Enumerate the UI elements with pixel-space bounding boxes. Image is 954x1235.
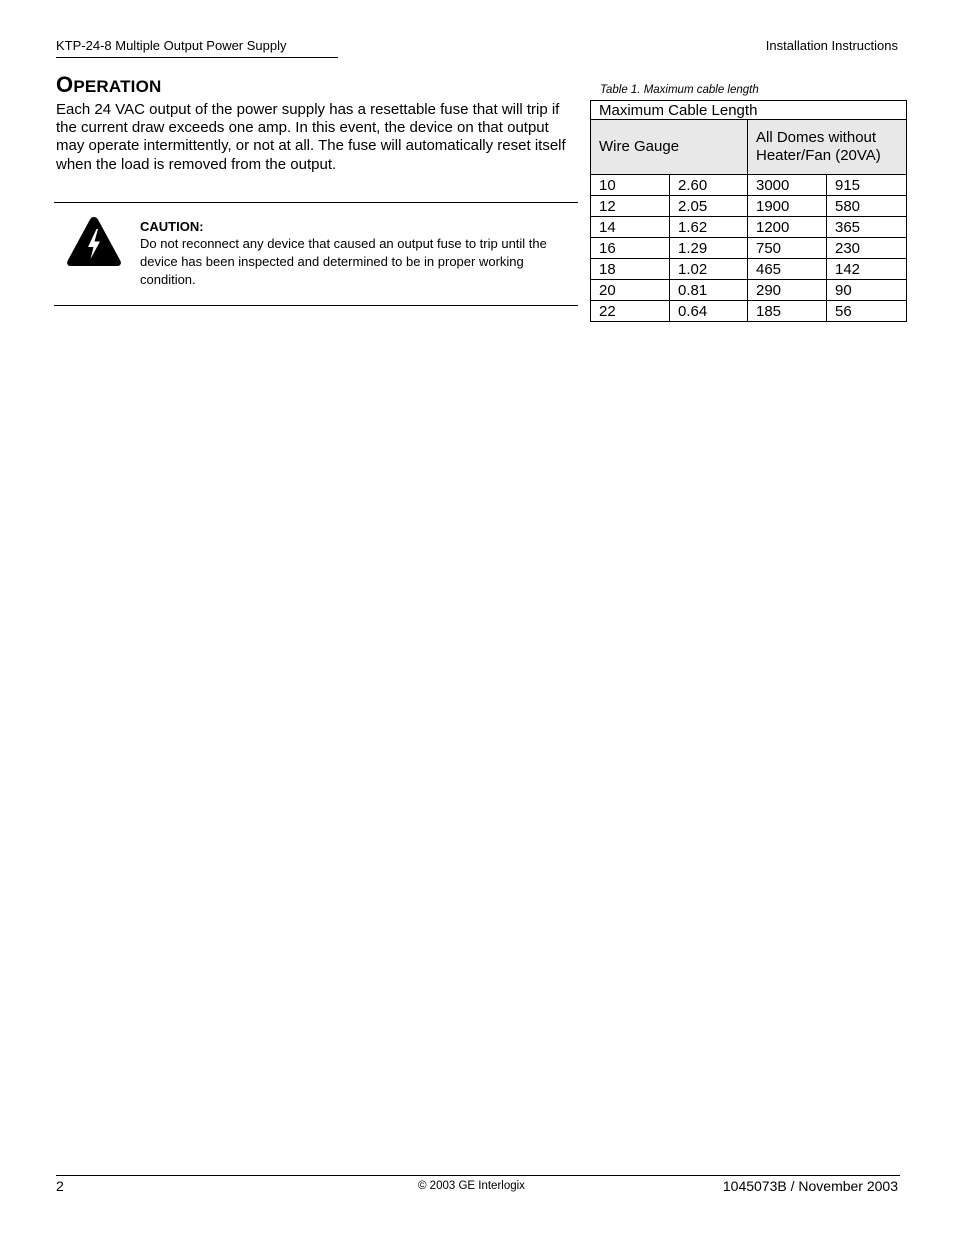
table-cell: 1200: [748, 217, 827, 238]
document-id: 1045073B / November 2003: [722, 1178, 898, 1194]
table-cell: 20: [591, 280, 670, 301]
table-cell: 90: [827, 280, 907, 301]
section-title-initial: O: [56, 72, 74, 97]
table-cell: 22: [591, 301, 670, 322]
table-cell: 16: [591, 238, 670, 259]
footer-rule: [56, 1175, 900, 1176]
table-cell: 580: [827, 196, 907, 217]
table-cell: 185: [748, 301, 827, 322]
table-cell: 365: [827, 217, 907, 238]
operation-paragraph: Each 24 VAC output of the power supply has a resettable fuse that will trip if the current draw exceeds one amp. In this event, the device on that output may operate intermittently, or not at all. The fuse will automatically reset itself when the load is removed from the output.: [56, 101, 566, 173]
table-cell: 1.62: [670, 217, 748, 238]
table-caption: Table 1. Maximum cable length: [600, 84, 759, 96]
caution-title: CAUTION:: [140, 219, 204, 234]
table-cell: 290: [748, 280, 827, 301]
table-cell: 12: [591, 196, 670, 217]
table-cell: 1900: [748, 196, 827, 217]
caution-bottom-rule: [54, 305, 578, 306]
running-header-title: KTP-24-8 Multiple Output Power Supply: [56, 38, 287, 53]
section-title: [56, 72, 162, 98]
table-cell: 18: [591, 259, 670, 280]
table-row: [591, 217, 907, 238]
table-cell: 915: [827, 175, 907, 196]
column-header-wire-gauge: Wire Gauge: [591, 120, 748, 175]
copyright: © 2003 GE Interlogix: [418, 1180, 525, 1192]
table-cell: 2.60: [670, 175, 748, 196]
table-cell: 465: [748, 259, 827, 280]
table-cell: 1.29: [670, 238, 748, 259]
running-header-doc-type: Installation Instructions: [765, 38, 898, 53]
header-underline: [56, 57, 338, 58]
table-row: [591, 280, 907, 301]
section-title-rest: PERATION: [73, 77, 162, 96]
caution-top-rule: [54, 202, 578, 203]
table-cell: 142: [827, 259, 907, 280]
caution-text: Do not reconnect any device that caused an output fuse to trip until the device has been inspected and determined to be in proper working condition.: [140, 236, 547, 287]
table-cell: 10: [591, 175, 670, 196]
table-cell: 2.05: [670, 196, 748, 217]
table-cell: 750: [748, 238, 827, 259]
max-cable-length-table: [590, 100, 907, 322]
table-cell: 56: [827, 301, 907, 322]
page-number: 2: [56, 1178, 64, 1194]
table-cell: 14: [591, 217, 670, 238]
table-cell: 1.02: [670, 259, 748, 280]
table-row: [591, 238, 907, 259]
table-title: Maximum Cable Length: [591, 101, 907, 120]
electrical-hazard-icon: [66, 216, 122, 267]
table-cell: 0.81: [670, 280, 748, 301]
table-cell: 230: [827, 238, 907, 259]
column-header-all-domes: All Domes without Heater/Fan (20VA): [748, 120, 907, 175]
table-row: [591, 196, 907, 217]
table-cell: 0.64: [670, 301, 748, 322]
table-row: [591, 259, 907, 280]
table-cell: 3000: [748, 175, 827, 196]
table-row: [591, 301, 907, 322]
table-row: [591, 175, 907, 196]
